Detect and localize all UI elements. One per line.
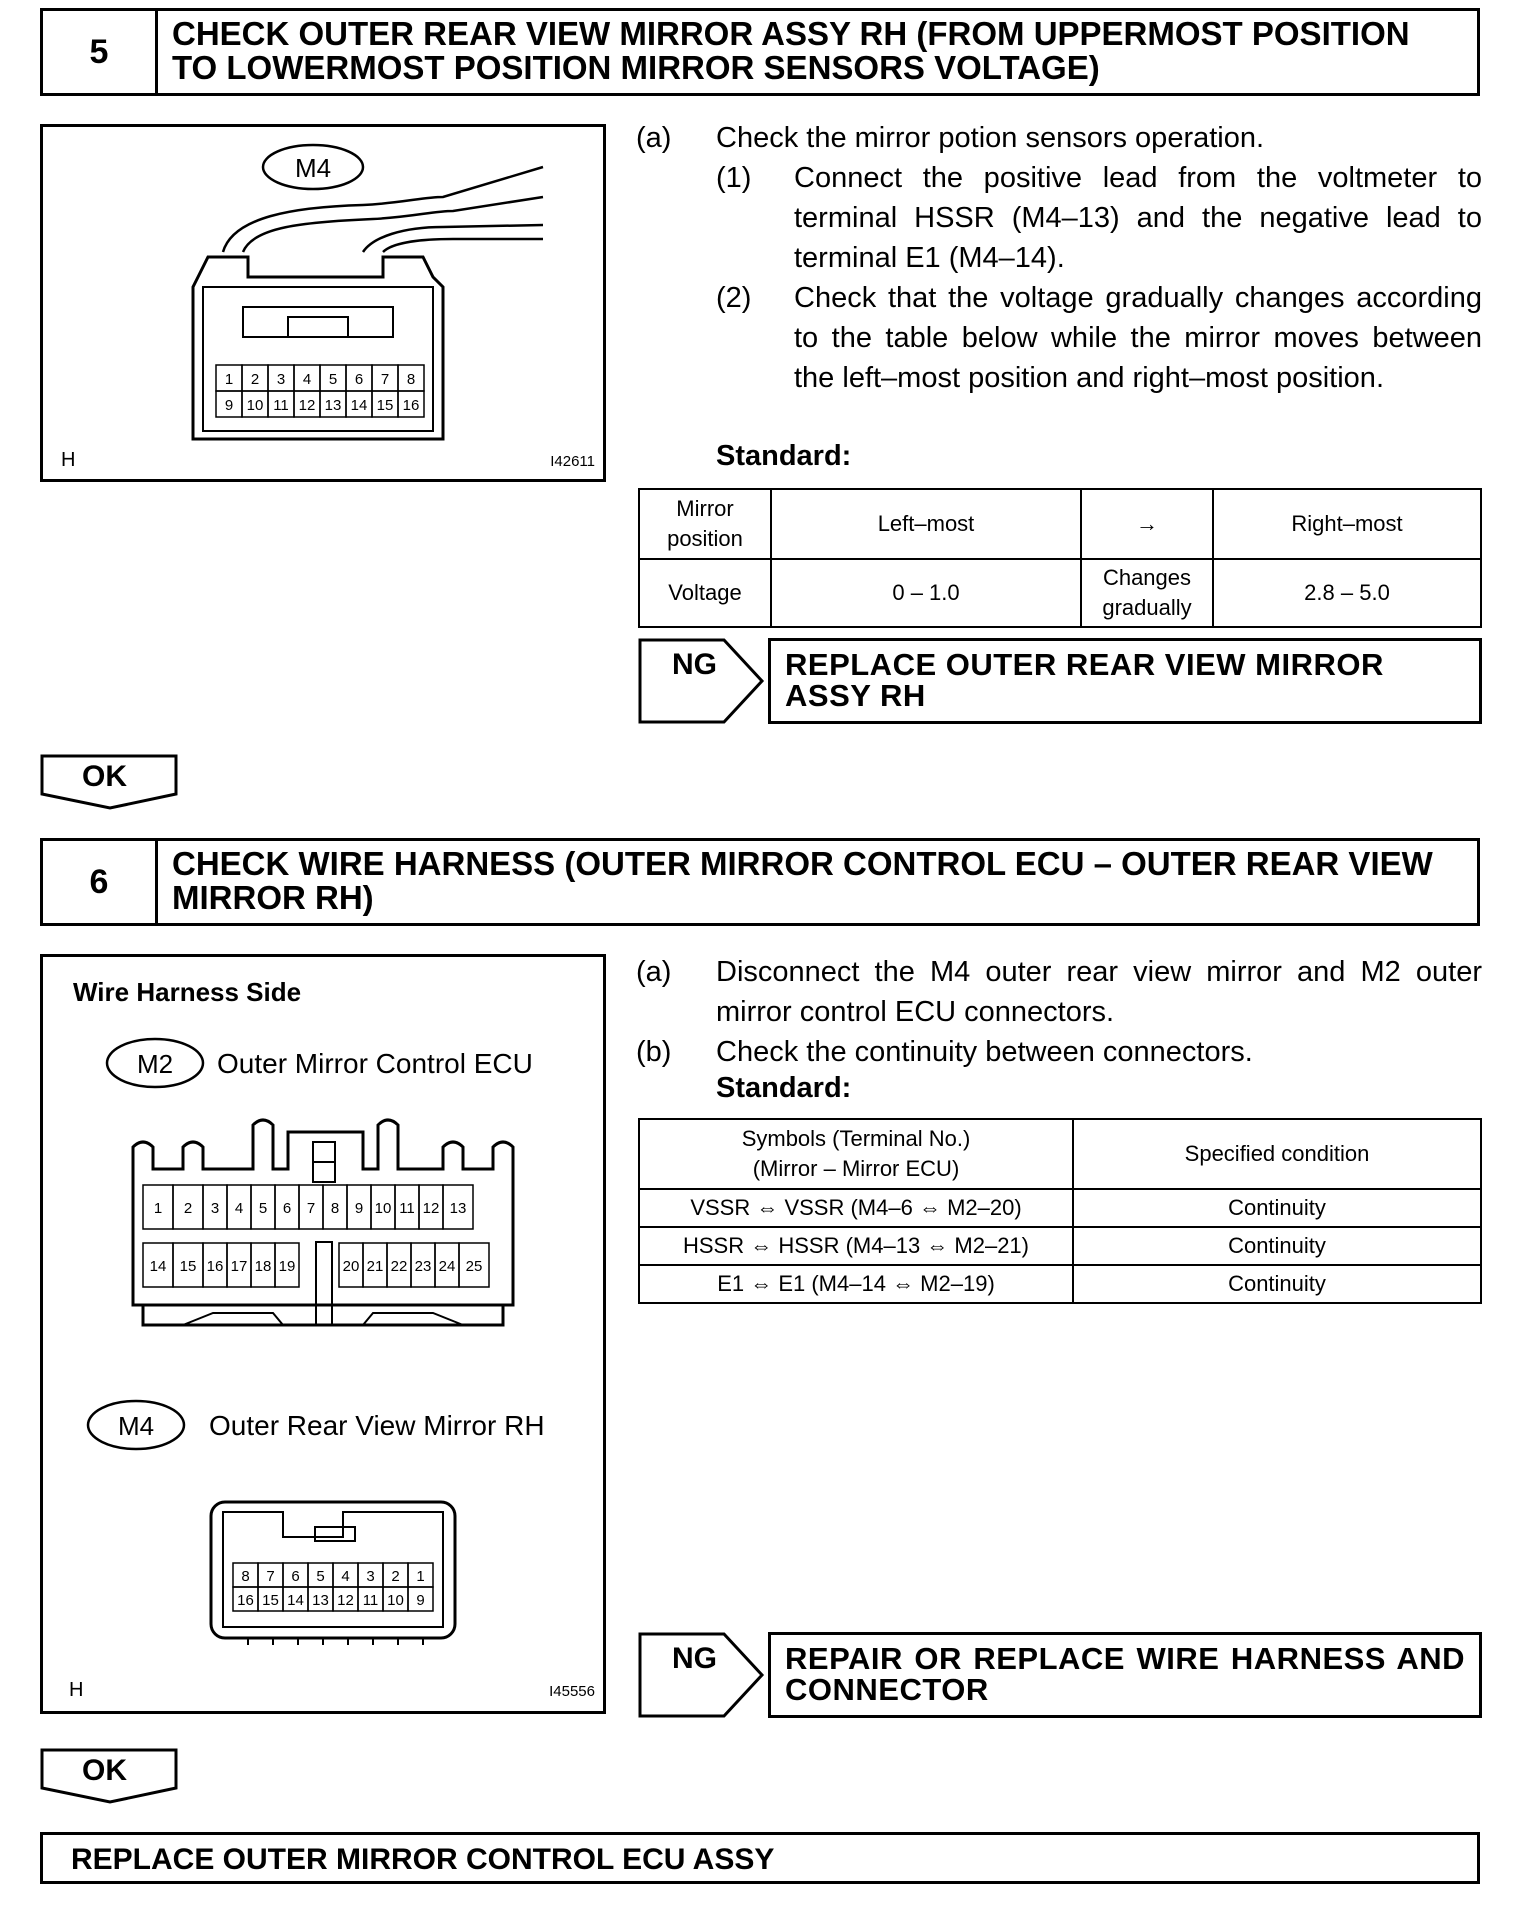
- s6-continuity-table: [638, 1118, 1482, 1304]
- m2-label-text: M2: [136, 1049, 174, 1079]
- m4-s6-pins: [233, 1563, 433, 1611]
- s5-step-2-marker: (2): [716, 282, 752, 314]
- connector-pin-label: 25: [465, 1258, 483, 1275]
- s5-standard-label: Standard:: [716, 440, 852, 472]
- connector-pin-label: 16: [402, 397, 420, 414]
- connector-pin-label: 15: [262, 1592, 279, 1609]
- connector-pin-label: 22: [390, 1258, 408, 1275]
- connector-pin-label: 8: [241, 1568, 250, 1585]
- s5-step-a-marker: (a): [636, 122, 672, 154]
- table-cell: Continuity: [1073, 1189, 1481, 1227]
- s6-ng-label: NG: [672, 1642, 717, 1675]
- final-action-text: REPLACE OUTER MIRROR CONTROL ECU ASSY: [71, 1843, 775, 1876]
- connector-pin-label: 8: [406, 371, 416, 388]
- m4-label-text: M4: [294, 153, 332, 183]
- s6-step-b-text: Check the continuity between connectors.: [716, 1036, 1253, 1068]
- connector-pin-label: 4: [302, 371, 312, 388]
- connector-pin-label: 13: [449, 1200, 467, 1217]
- final-action-box: [40, 1832, 1480, 1884]
- s6-step-a-text: Disconnect the M4 outer rear view mirror and M2 outer mirror control ECU connectors.: [716, 956, 1482, 1028]
- section5-header: [40, 8, 1480, 96]
- connector-pin-label: 13: [324, 397, 342, 414]
- connector-pin-label: 10: [387, 1592, 404, 1609]
- s6-figure-heading: Wire Harness Side: [73, 977, 302, 1007]
- connector-pin-label: 4: [341, 1568, 350, 1585]
- connector-pin-label: 11: [399, 1200, 415, 1217]
- connector-pin-label: 15: [179, 1258, 197, 1275]
- table-row: [639, 1189, 1481, 1227]
- connector-pin-label: 10: [246, 397, 264, 414]
- connector-pin-label: 12: [422, 1200, 440, 1217]
- connector-pin-label: 2: [183, 1200, 193, 1217]
- connector-pin-label: 6: [291, 1568, 300, 1585]
- connector-pin-label: 6: [354, 371, 364, 388]
- connector-pin-label: 15: [376, 397, 394, 414]
- s5-ok-label: OK: [82, 760, 127, 793]
- connector-pin-label: 7: [306, 1200, 316, 1217]
- connector-pin-label: 1: [224, 371, 234, 388]
- connector-pin-label: 1: [416, 1568, 425, 1585]
- connector-pin-label: 11: [273, 397, 289, 414]
- s6-step-a-marker: (a): [636, 956, 672, 988]
- header-line: Symbols (Terminal No.): [741, 1126, 971, 1151]
- table-cell: Continuity: [1073, 1265, 1481, 1303]
- connector-pin-label: 1: [153, 1200, 163, 1217]
- connector-pin-label: 7: [266, 1568, 275, 1585]
- section6-number: 6: [43, 841, 158, 923]
- table-cell: Continuity: [1073, 1227, 1481, 1265]
- s6-standard-label: Standard:: [716, 1072, 852, 1104]
- connector-pin-label: 5: [258, 1200, 268, 1217]
- m4-label-text-s6: M4: [117, 1411, 155, 1441]
- table-cell: Right–most: [1213, 489, 1481, 559]
- connector-pin-label: 7: [380, 371, 390, 388]
- connector-pin-label: 20: [342, 1258, 360, 1275]
- connector-pin-label: 16: [237, 1592, 254, 1609]
- connector-pin-label: 6: [282, 1200, 292, 1217]
- table-cell: 2.8 – 5.0: [1213, 559, 1481, 627]
- connector-pin-label: 12: [298, 397, 316, 414]
- table-cell: Changes gradually: [1081, 559, 1213, 627]
- connector-pin-label: 4: [234, 1200, 244, 1217]
- m4-connector-illustration: [43, 127, 603, 479]
- table-header-cell: [639, 1119, 1073, 1189]
- connector-pin-label: 9: [224, 397, 234, 414]
- table-cell: Mirror position: [639, 489, 771, 559]
- section6-title: CHECK WIRE HARNESS (OUTER MIRROR CONTROL ECU – OUTER REAR VIEW MIRROR RH): [172, 845, 1433, 916]
- connector-pin-label: 9: [416, 1592, 425, 1609]
- table-row: [639, 1265, 1481, 1303]
- connector-pin-label: 3: [210, 1200, 220, 1217]
- s5-step-2-text: Check that the voltage gradually changes according to the table below while the mirror moves between the left–most position and right–most position.: [794, 282, 1482, 394]
- table-row: [639, 559, 1481, 627]
- s5-step-a-text: Check the mirror potion sensors operation.: [716, 122, 1265, 154]
- connector-pin-label: 2: [250, 371, 260, 388]
- connector-pin-label: 14: [287, 1592, 304, 1609]
- connector-pin-label: 12: [337, 1592, 354, 1609]
- connector-pin-label: 17: [230, 1258, 248, 1275]
- s5-ng-label: NG: [672, 648, 717, 681]
- table-cell: Voltage: [639, 559, 771, 627]
- s6-ng-action: REPAIR OR REPLACE WIRE HARNESS AND CONNECTOR: [768, 1632, 1482, 1718]
- table-row: [639, 489, 1481, 559]
- table-cell: VSSR ⇔ VSSR (M4–6 ⇔ M2–20): [639, 1189, 1073, 1227]
- connector-pin-label: 21: [366, 1258, 384, 1275]
- connector-pin-label: 3: [366, 1568, 375, 1585]
- connector-pin-label: 9: [354, 1200, 364, 1217]
- table-row: [639, 1227, 1481, 1265]
- s6-connectors-illustration: [43, 957, 603, 1711]
- section6-figure: [40, 954, 606, 1714]
- connector-pin-label: 8: [330, 1200, 340, 1217]
- table-row: [639, 1119, 1481, 1189]
- connector-pin-label: 24: [438, 1258, 456, 1275]
- connector-pin-label: 2: [391, 1568, 400, 1585]
- connector-pin-label: 11: [362, 1592, 379, 1609]
- connector-pin-label: 14: [350, 397, 368, 414]
- table-cell: E1 ⇔ E1 (M4–14 ⇔ M2–19): [639, 1265, 1073, 1303]
- table-cell: →: [1081, 489, 1213, 559]
- section5-title: CHECK OUTER REAR VIEW MIRROR ASSY RH (FROM UPPERMOST POSITION TO LOWERMOST POSITION MIRROR SENSORS VOLTAGE): [172, 15, 1410, 86]
- s6-figure-id: I45556: [549, 1683, 595, 1700]
- section5-number: 5: [43, 11, 158, 93]
- connector-pin-label: 3: [276, 371, 286, 388]
- table-header-cell: Specified condition: [1073, 1119, 1481, 1189]
- table-cell: 0 – 1.0: [771, 559, 1081, 627]
- connector-pin-label: 18: [254, 1258, 272, 1275]
- table-cell: Left–most: [771, 489, 1081, 559]
- s5-ng-action: REPLACE OUTER REAR VIEW MIRROR ASSY RH: [768, 638, 1482, 724]
- connector-pin-label: 16: [206, 1258, 224, 1275]
- m4-name-text: Outer Rear View Mirror RH: [209, 1410, 545, 1441]
- s5-step-1-text: Connect the positive lead from the voltmeter to terminal HSSR (M4–13) and the negative lead to terminal E1 (M4–14).: [794, 162, 1482, 274]
- s6-ok-label: OK: [82, 1754, 127, 1787]
- s6-figure-corner-letter: H: [69, 1679, 84, 1701]
- m2-name-text: Outer Mirror Control ECU: [217, 1048, 533, 1079]
- connector-pin-label: 14: [149, 1258, 167, 1275]
- connector-pin-label: 19: [278, 1258, 296, 1275]
- section6-header: [40, 838, 1480, 926]
- s5-step-1-marker: (1): [716, 162, 752, 194]
- m4-fig5-pins: [216, 365, 424, 417]
- section5-figure: [40, 124, 606, 482]
- connector-pin-label: 10: [374, 1200, 392, 1217]
- s6-step-b-marker: (b): [636, 1036, 672, 1068]
- header-line: (Mirror – Mirror ECU): [752, 1156, 960, 1181]
- connector-pin-label: 23: [414, 1258, 432, 1275]
- connector-pin-label: 5: [316, 1568, 325, 1585]
- section5-figure-id: I42611: [550, 453, 595, 470]
- connector-pin-label: 5: [328, 371, 338, 388]
- table-cell: HSSR ⇔ HSSR (M4–13 ⇔ M2–21): [639, 1227, 1073, 1265]
- connector-pin-label: 13: [312, 1592, 329, 1609]
- s5-voltage-table: [638, 488, 1482, 628]
- section5-figure-corner-letter: H: [61, 449, 76, 471]
